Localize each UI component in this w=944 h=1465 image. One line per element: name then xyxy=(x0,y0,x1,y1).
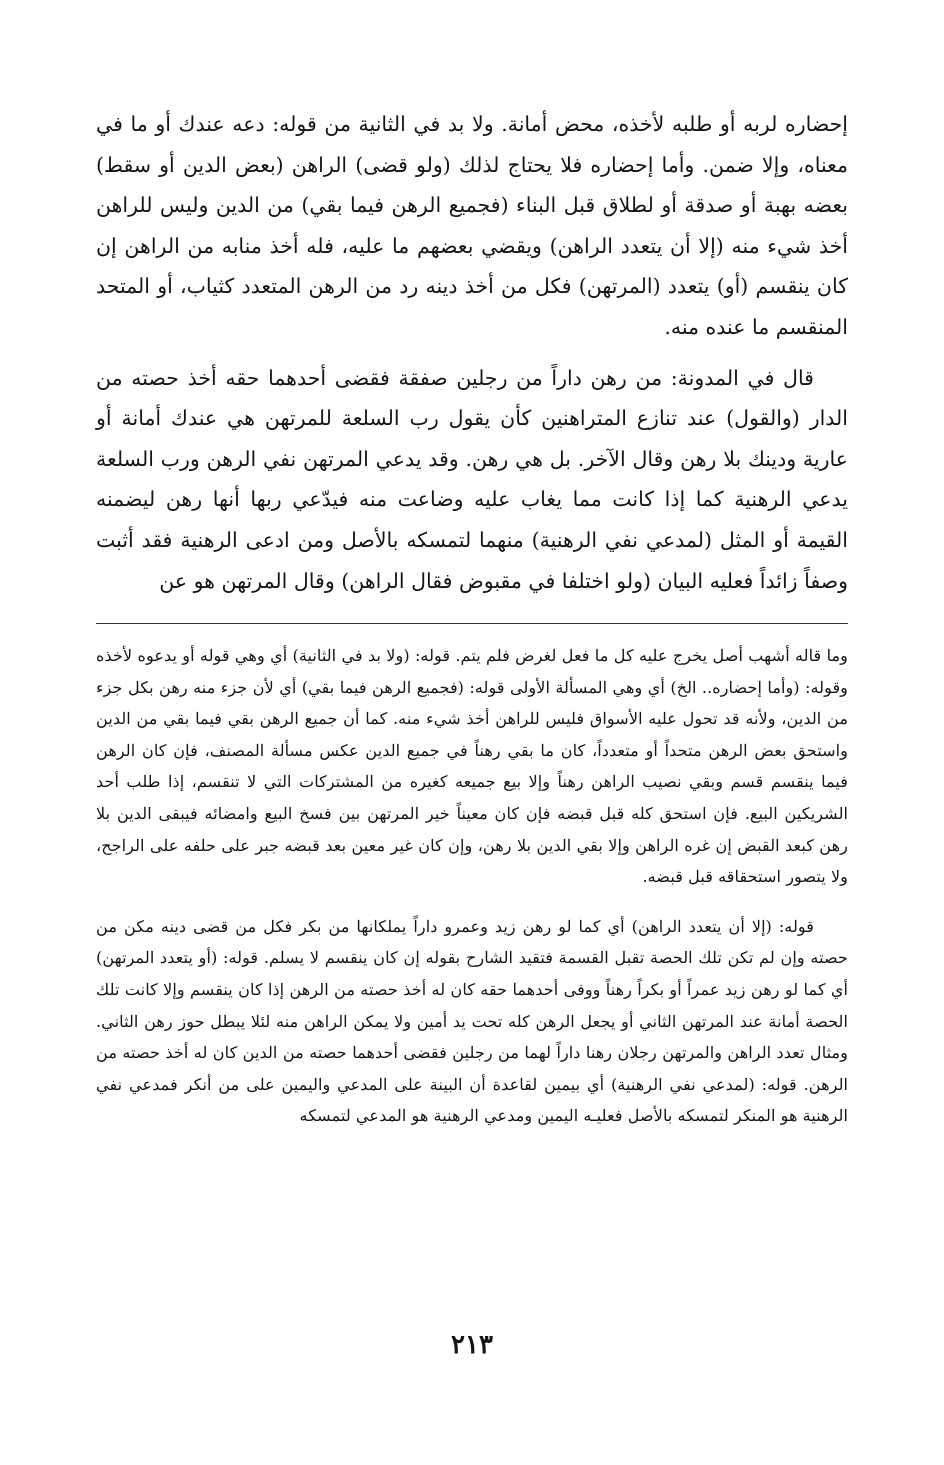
main-paragraph-1: إحضاره لربه أو طلبه لأخذه، محض أمانة. ولا بد في الثانية من قوله: دعه عندك أو ما في معناه، وإلا ضمن. وأما إحضاره فلا يحتاج لذلك (ولو قضى) الراهن (بعض الدين أو سقط) بعضه بهبة أو صدقة أو لطلاق قبل البناء (فجميع الرهن فيما بقي) من الدين وليس للراهن أخذ شيء منه (إلا أن يتعدد الراهن) ويقضي بعضهم ما عليه، فله أخذ منابه من الراهن إن كان ينقسم (أو) يتعدد (المرتهن) فكل من أخذ دينه رد من الرهن المتعدد كثياب، أو المتحد المنقسم ما عنده منه. xyxy=(96,112,848,339)
page-number: ٢١٣ xyxy=(451,1330,493,1360)
footnote-paragraph-1: وما قاله أشهب أصل يخرج عليه كل ما فعل لغرض فلم يتم. قوله: (ولا بد في الثانية) أي وهي قوله أو يدعوه لأخذه وقوله: (وأما إحضاره.. الخ) أي وهي المسألة الأولى قوله: (فجميع الرهن فيما بقي) أي لأن جزء منه رهن بكل جزء من الدين، ولأنه قد تحول عليه الأسواق فليس للراهن أخذ شيء منه. كما أن جميع الرهن بقي فيما بقي من الدين واستحق بعض الرهن متحداً أو متعدداً، كان ما بقي رهناً في جميع الدين عكس مسألة المصنف، فإن كان الرهن فيما ينقسم قسم وبقي نصيب الراهن رهناً وإلا بيع جميعه كغيره من المشتركات التي لا تنقسم، إذا طلب أحد الشريكين البيع. فإن استحق كله قبل قبضه فإن كان معيناً خير المرتهن بين فسخ البيع وامضائه فيبقى الدين بلا رهن كبعد القبض إن غره الراهن وإلا بقي الدين بلا رهن، وإن كان غير معين بعد قبضه جبر على حلفه على الراجح، ولا يتصور استحقاقه قبل قبضه. xyxy=(96,646,848,887)
main-text xyxy=(96,104,848,601)
main-paragraph-2: قال في المدونة: من رهن داراً من رجلين صفقة فقضى أحدهما حقه أخذ حصته من الدار (والقول) عند تنازع المتراهنين كأن يقول رب السلعة للمرتهن هي عندك أمانة أو عارية ودينك بلا رهن وقال الآخر. بل هي رهن. وقد يدعي المرتهن نفي الرهن ورب السلعة يدعي الرهنية كما إذا كانت مما يغاب عليه وضاعت منه فيدّعي ربها أنها رهن ليضمنه القيمة أو المثل (لمدعي نفي الرهنية) منهما لتمسكه بالأصل ومن ادعى الرهنية فقد أثبت وصفاً زائداً فعليه البيان (ولو اختلفا في مقبوض فقال الراهن) وقال المرتهن هو عن xyxy=(96,365,848,593)
footnote-paragraph-2: قوله: (إلا أن يتعدد الراهن) أي كما لو رهن زيد وعمرو داراً يملكانها من بكر فكل من قضى دينه مكن من حصته وإن لم تكن تلك الحصة تقبل القسمة فتقيد الشارح بقوله إن كان ينقسم لا يسلم. قوله: (أو يتعدد المرتهن) أي كما لو رهن زيد عمراً أو بكراً رهناً ووفى أحدهما حقه كان له أخذ حصته من الرهن إذا كان ينقسم وإلا كانت تلك الحصة أمانة عند المرتهن الثاني أو يجعل الرهن كله تحت يد أمين ولا يمكن الراهن منه لئلا يبطل حوز رهن الثاني. ومثال تعدد الراهن والمرتهن رجلان رهنا داراً لهما من رجلين فقضى أحدهما حصته من الدين كان له أخذ حصته من الرهن. قوله: (لمدعي نفي الرهنية) أي بيمين لقاعدة أن البينة على المدعي واليمين على من أنكر فمدعي نفي الرهنية هو المنكر لتمسكه بالأصل فعليـه اليمين ومدعي الرهنية هو المدعي لتمسكه xyxy=(96,916,848,1126)
footnote-divider xyxy=(96,623,848,624)
footnote-commentary xyxy=(96,640,848,1132)
